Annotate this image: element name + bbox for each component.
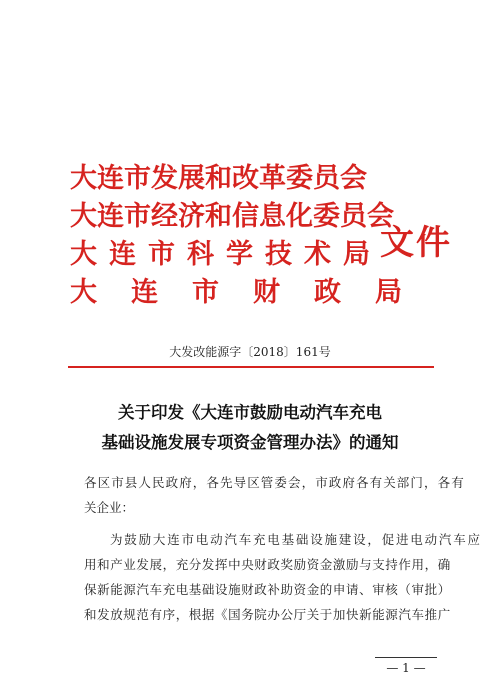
issuer-line: 大连市科学技术局: [70, 239, 382, 270]
title-line: 关于印发《大连市鼓励电动汽车充电: [118, 403, 382, 422]
text-line: 为鼓励大连市电动汽车充电基础设施建设，促进电动汽车应: [110, 532, 482, 547]
issuer-line: 大连市发展和改革委员会: [70, 163, 367, 194]
issuer-line: 大连市经济和信息化委员会: [70, 201, 394, 232]
title-line: 基础设施发展专项资金管理办法》的通知: [101, 433, 399, 452]
text-line: 保新能源汽车充电基础设施财政补助资金的申请、审核（审批）: [84, 582, 451, 597]
red-separator-line: [68, 366, 434, 368]
document-number: 大发改能源字〔2018〕161号: [169, 345, 331, 359]
document-word: 文件: [380, 223, 452, 263]
document-body: [84, 470, 482, 627]
text-line: 和发放规范有序，根据《国务院办公厅关于加快新能源汽车推广: [84, 607, 451, 622]
issuer-line: 大连市财政局: [70, 277, 436, 308]
body-paragraph: [84, 527, 482, 627]
text-line: 用和产业发展，充分发挥中央财政奖励资金激励与支持作用，确: [84, 557, 451, 572]
text-line: 各区市县人民政府，各先导区管委会，市政府各有关部门，各有: [84, 475, 465, 490]
salutation: [84, 470, 465, 520]
text-line: 关企业：: [84, 500, 135, 515]
notice-title: [60, 398, 440, 458]
page-number: — 1 —: [386, 661, 426, 675]
footer-rule: [375, 657, 437, 658]
